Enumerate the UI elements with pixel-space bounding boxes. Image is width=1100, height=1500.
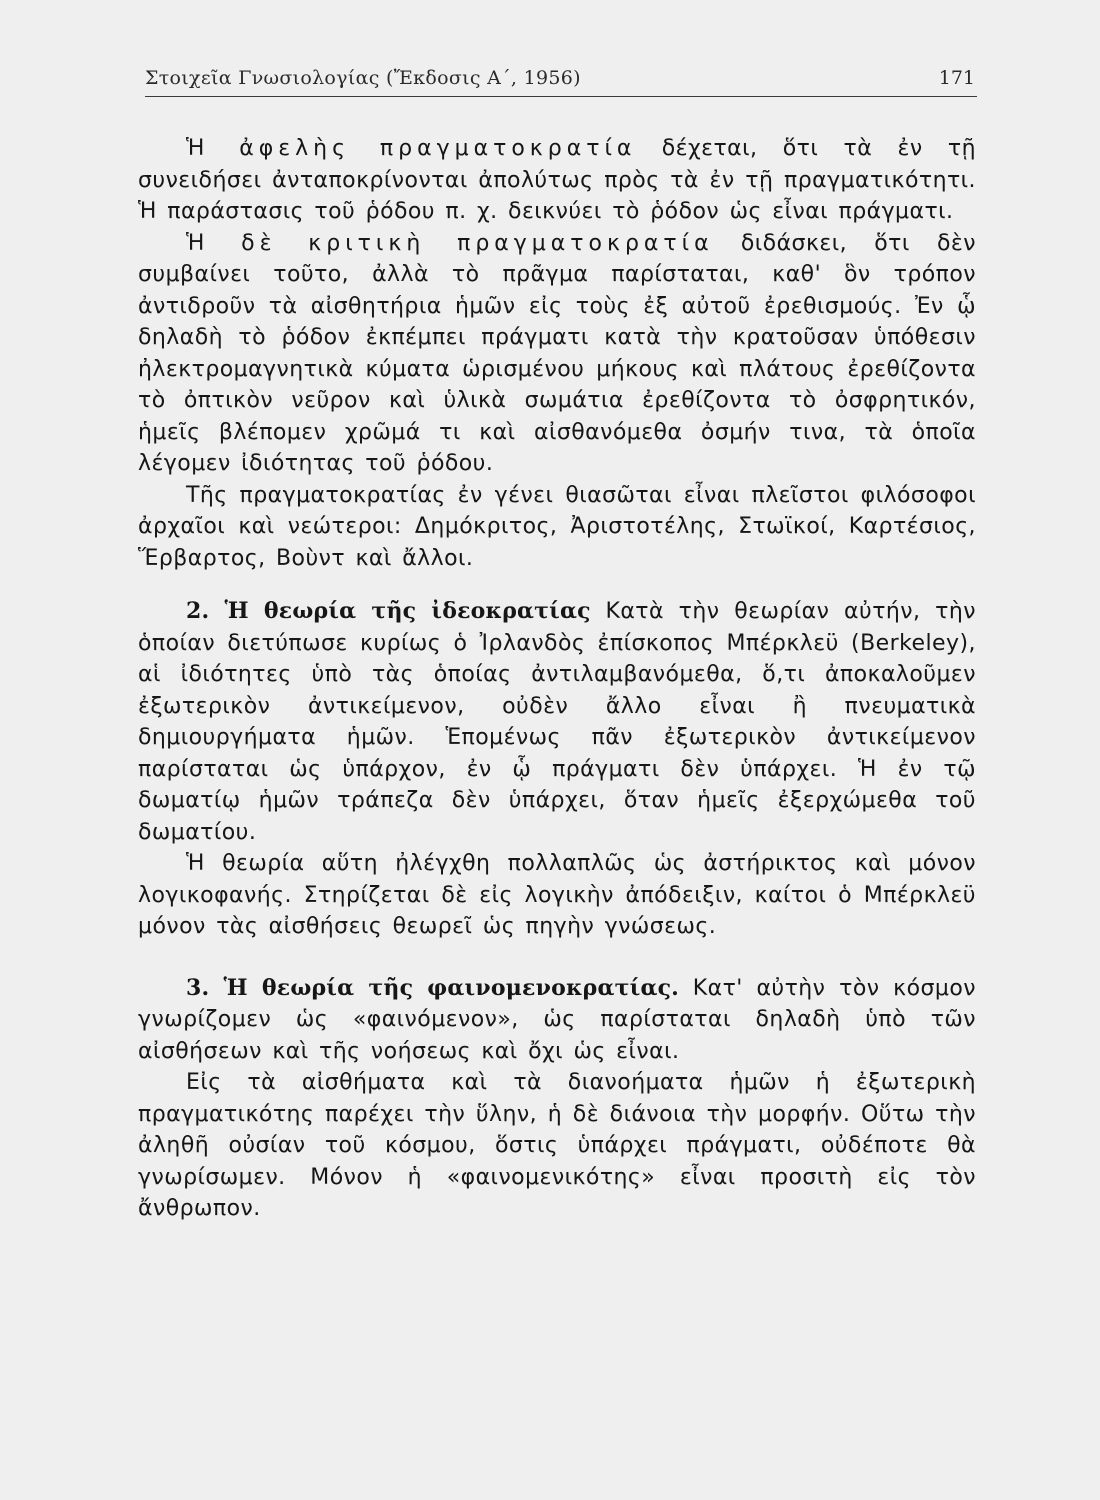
paragraph-critical-realism — [138, 228, 976, 480]
paragraph-idealism-critique: Ἡ θεωρία αὕτη ἠλέγχθη πολλαπλῶς ὡς ἀστήρικτος καὶ μόνον λογικοφανής. Στηρίζεται δὲ εἰς λογικὴν ἀπόδειξιν, καίτοι ὁ Μπέρκλεϋ μόνον τὰς αἰσθήσεις θεωρεῖ ὡς πηγὴν γνώσεως. — [138, 851, 976, 939]
paragraph-text: Κατ' αὐτὴν τὸν κόσμον γνωρίζομεν ὡς «φαινόμενον», ὡς παρίσταται δηλαδὴ ὑπὸ τῶν αἰσθήσεων καὶ τῆς νοήσεως καὶ ὄχι ὡς εἶναι. — [138, 975, 976, 1064]
running-title: Στοιχεῖα Γνωσιολογίας (Ἔκδοσις Α΄, 1956) — [145, 67, 581, 89]
section-heading-idealism: 2. Ἡ θεωρία τῆς ἰδεοκρατίας — [186, 598, 591, 624]
section-heading-phenomenalism: 3. Ἡ θεωρία τῆς φαινομενοκρατίας. — [186, 974, 680, 1001]
intro-block — [138, 133, 976, 574]
paragraph-text: Κατὰ τὴν θεωρίαν αὐτήν, τὴν ὁποίαν διετύπωσε κυρίως ὁ Ἰρλανδὸς ἐπίσκοπος Μπέρκλεϋ (Berkeley), αἱ ἰδιότητες ὑπὸ τὰς ὁποίας ἀντιλαμβανόμεθα, ὅ,τι ἀποκαλοῦμεν ἐξωτερικὸν ἀντικείμενον, οὐδὲν ἄλλο εἶναι ἢ πνευματικὰ δημιουργήματα ἡμῶν. Ἑπομένως πᾶν ἐξωτερικὸν ἀντικείμενον παρίσταται ὡς ὑπάρχον, ἐν ᾧ πράγματι δὲν ὑπάρχει. Ἡ ἐν τῷ δωματίῳ ἡμῶν τράπεζα δὲν ὑπάρχει, ὅταν ἡμεῖς ἐξερχώμεθα τοῦ δωματίου. — [138, 599, 977, 845]
paragraph-realism-adherents: Τῆς πραγματοκρατίας ἐν γένει θιασῶται εἶναι πλεῖστοι φιλόσοφοι ἀρχαῖοι καὶ νεώτεροι: Δημόκριτος, Ἀριστοτέλης, Στωϊκοί, Καρτέσιος, Ἕρβαρτος, Βοὺντ καὶ ἄλλοι. — [138, 482, 976, 571]
section-phenomenalism — [138, 973, 976, 1225]
page-body — [138, 133, 976, 1225]
section-idealism — [138, 596, 976, 943]
paragraph-phenomenalism-definition — [138, 973, 976, 1068]
paragraph-text: διδάσκει, ὅτι δὲν συμβαίνει τοῦτο, ἀλλὰ τὸ πρᾶγμα παρίσταται, καθ' ὃν τρόπον ἀντιδροῦν τὰ αἰσθητήρια ἡμῶν εἰς τοὺς ἐξ αὐτοῦ ἐρεθισμούς. Ἐν ᾧ δηλαδὴ τὸ ῥόδον ἐκπέμπει πράγματι κατὰ τὴν κρατοῦσαν ὑπόθεσιν ἠλεκτρομαγνητικὰ κύματα ὡρισμένου μήκους καὶ πλάτους ἐρεθίζοντα τὸ ὀπτικὸν νεῦρον καὶ ὑλικὰ σωμάτια ἐρεθίζοντα τὸ ὀσφρητικόν, ἡμεῖς βλέπομεν χρῶμά τι καὶ αἰσθανόμεθα ὀσμήν τινα, τὰ ὁποῖα λέγομεν ἰδιότητας τοῦ ῥόδου. — [138, 230, 976, 476]
running-header — [145, 64, 977, 97]
paragraph-text: δέχεται, ὅτι τὰ ἐν τῇ συνειδήσει ἀνταποκρίνονται ἀπολύτως πρὸς τὰ ἐν τῇ πραγματικότητι. Ἡ παράστασις τοῦ ῥόδου π. χ. δεικνύει τὸ ῥόδον ὡς εἶναι πράγματι. — [138, 136, 976, 224]
paragraph-idealism-definition — [138, 596, 976, 848]
page-number: 171 — [938, 67, 975, 89]
paragraph-naive-realism — [138, 133, 976, 228]
paragraph-phenomenalism-matter-form: Εἰς τὰ αἰσθήματα καὶ τὰ διανοήματα ἡμῶν ἡ ἐξωτερικὴ πραγματικότης παρέχει τὴν ὕλην, ἡ δὲ διάνοια τὴν μορφήν. Οὕτω τὴν ἀληθῆ οὐσίαν τοῦ κόσμου, ὅστις ὑπάρχει πράγματι, οὐδέποτε θὰ γνωρίσωμεν. Μόνον ἡ «φαινομενικότης» εἶναι προσιτὴ εἰς τὸν ἄνθρωπον. — [138, 1070, 976, 1221]
term-critical-realism: Ἡ δὲ κριτικὴ πραγματοκρατία — [186, 230, 714, 256]
term-naive-realism: Ἡ ἀφελὴς πραγματοκρατία — [186, 136, 637, 161]
